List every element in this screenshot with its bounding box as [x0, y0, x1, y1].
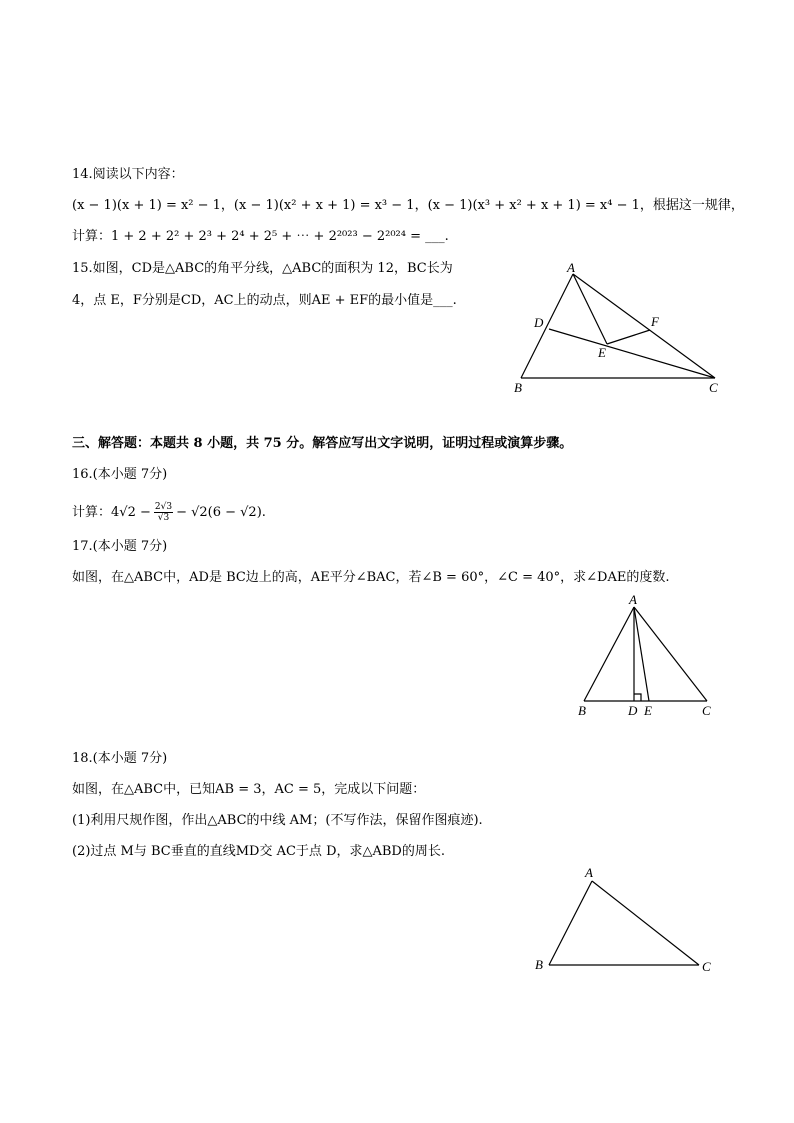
q15-seg-ab: [521, 274, 573, 378]
q16-frac-den: √3: [157, 513, 170, 523]
q16-expression: [72, 502, 266, 523]
q17-label-d: D: [628, 703, 638, 718]
q18-seg-ab: [549, 881, 592, 965]
q14-line1: (x − 1)(x + 1) = x² − 1，(x − 1)(x² + x + 1) = x³ − 1，(x − 1)(x³ + x² + x + 1) = x⁴ − 1，根据这一规律，: [72, 198, 744, 213]
q15-seg-ef: [607, 330, 650, 344]
q15-label-c: C: [709, 380, 718, 395]
q16-expr-a: 4√2 −: [111, 504, 151, 520]
q15-seg-ac: [573, 274, 715, 378]
q15-label-e: E: [598, 345, 606, 360]
q15-seg-ae: [573, 274, 607, 344]
q16-heading: 16.(本小题 7分): [72, 467, 168, 482]
q15-line2: 4，点 E，F分别是CD，AC上的动点，则AE + EF的最小值是___.: [72, 293, 457, 308]
q17-label-e: E: [644, 703, 652, 718]
q15-label-d: D: [534, 315, 544, 330]
q17-figure: [572, 590, 722, 720]
q16-prefix: 计算：: [72, 504, 112, 520]
q18-seg-ac: [592, 881, 699, 965]
q18-label-b: B: [535, 957, 543, 972]
q15-line1: 15.如图，CD是△ABC的角平分线，△ABC的面积为 12，BC长为: [72, 261, 453, 276]
q16-expr-b: − √2(6 − √2).: [176, 504, 266, 520]
q16-frac-num: 2√3: [154, 502, 173, 512]
q15-label-f: F: [651, 314, 659, 329]
q17-label-b: B: [578, 703, 586, 718]
q17-right-angle: [634, 694, 641, 701]
q17-seg-ab: [584, 607, 634, 701]
q18-part1: (1)利用尺规作图，作出△ABC的中线 AM；(不写作法，保留作图痕迹).: [72, 813, 483, 828]
q17-seg-ae: [634, 607, 649, 701]
q17-heading: 17.(本小题 7分): [72, 539, 168, 554]
q17-text: 如图，在△ABC中，AD是 BC边上的高，AE平分∠BAC，若∠B = 60°，∠C = 40°，求∠DAE的度数.: [72, 570, 670, 585]
q17-label-a: A: [629, 592, 637, 607]
q18-part2: (2)过点 M与 BC垂直的直线MD交 AC于点 D，求△ABD的周长.: [72, 844, 445, 859]
q16-fraction: [154, 502, 173, 523]
q18-label-a: A: [585, 865, 593, 880]
q18-text: 如图，在△ABC中，已知AB = 3，AC = 5，完成以下问题：: [72, 782, 426, 797]
section3-heading: 三、解答题：本题共 8 小题，共 75 分。解答应写出文字说明，证明过程或演算步骤。: [72, 436, 573, 451]
q14-line2: 计算：1 + 2 + 2² + 2³ + 2⁴ + 2⁵ + ⋯ + 2²⁰²³ − 2²⁰²⁴ = ___.: [72, 229, 449, 244]
q18-figure: [530, 862, 720, 977]
q15-label-a: A: [567, 260, 575, 275]
q14-heading: 14.阅读以下内容：: [72, 167, 184, 182]
q18-heading: 18.(本小题 7分): [72, 751, 168, 766]
q15-label-b: B: [514, 380, 522, 395]
q17-label-c: C: [702, 703, 711, 718]
q15-figure: [505, 258, 735, 400]
q18-label-c: C: [702, 959, 711, 974]
q17-seg-ac: [634, 607, 707, 701]
